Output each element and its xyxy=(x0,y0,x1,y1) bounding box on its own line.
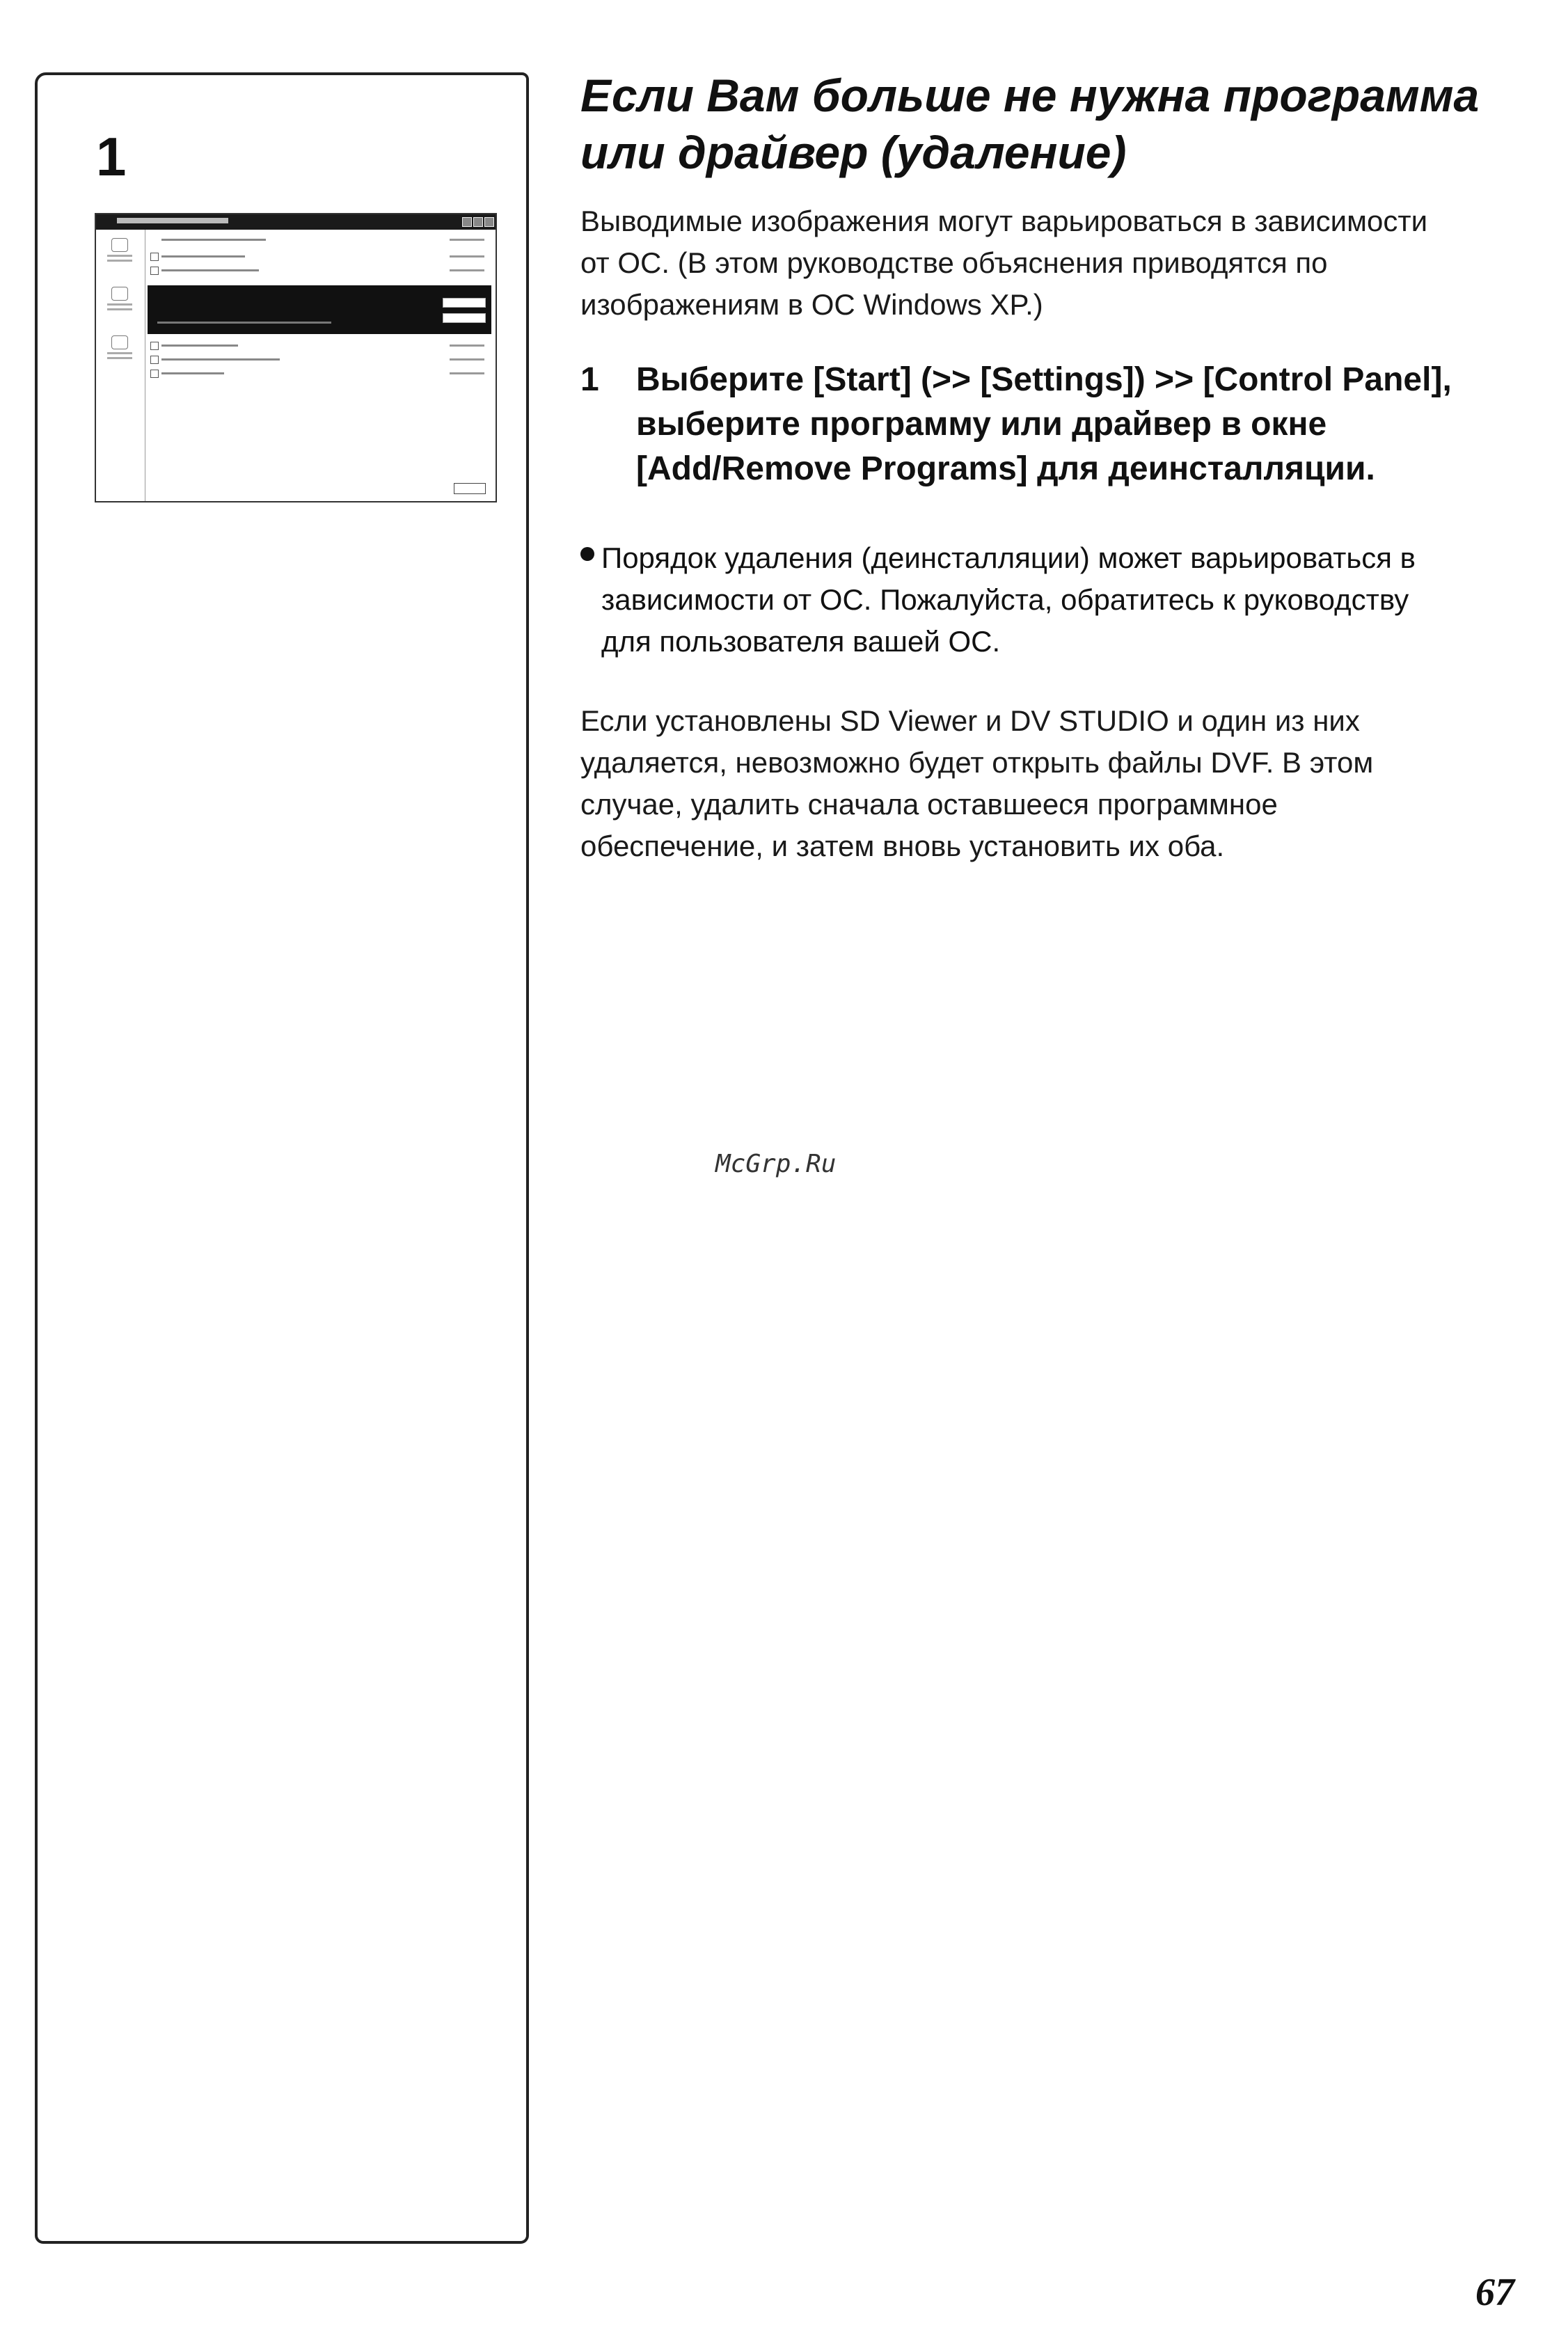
step-1-number: 1 xyxy=(580,361,599,398)
note-paragraph: Если установлены SD Viewer и DV STUDIO и один из них удаляется, невозможно будет открыть файлы DVF. В этом случае, удалить сначала оставшееся программное обеспечение, и затем вновь установить их оба. xyxy=(580,704,1374,862)
change-remove-icon xyxy=(106,238,134,262)
intro-paragraph: Выводимые изображения могут варьироваться в зависимости от ОС. (В этом руководстве объяснения приводятся по изображениям в ОС Windows XP.) xyxy=(580,205,1428,321)
list-item xyxy=(148,341,491,349)
bullet-icon xyxy=(580,547,594,561)
list-item xyxy=(148,266,491,274)
window-titlebar xyxy=(96,214,496,230)
add-remove-programs-screenshot xyxy=(95,213,497,502)
program-list xyxy=(148,232,491,497)
step-number: 1 xyxy=(96,126,127,187)
bullet-text: Порядок удаления (деинсталляции) может варьироваться в зависимости от ОС. Пожалуйста, обратитесь к руководству для пользователя вашей ОС. xyxy=(601,541,1416,658)
maximize-icon xyxy=(473,217,483,227)
list-item xyxy=(148,252,491,260)
close-button xyxy=(454,483,486,494)
page-title: Если Вам больше не нужна программа или драйвер (удаление) xyxy=(580,70,1480,178)
close-icon xyxy=(484,217,494,227)
list-header xyxy=(148,235,491,244)
windows-components-icon xyxy=(106,335,134,359)
selected-list-item xyxy=(148,285,491,334)
list-item xyxy=(148,355,491,363)
remove-button xyxy=(443,313,486,323)
step-1-text: Выберите [Start] (>> [Settings]) >> [Control Panel], выберите программу или драйвер в окне [Add/Remove Programs] для деинсталляции. xyxy=(636,361,1452,487)
page-number: 67 xyxy=(1475,2271,1514,2314)
add-new-programs-icon xyxy=(106,287,134,310)
minimize-icon xyxy=(462,217,472,227)
list-item xyxy=(148,369,491,377)
watermark: McGrp.Ru xyxy=(715,1150,837,1178)
change-button xyxy=(443,298,486,308)
window-sidebar xyxy=(96,230,145,501)
